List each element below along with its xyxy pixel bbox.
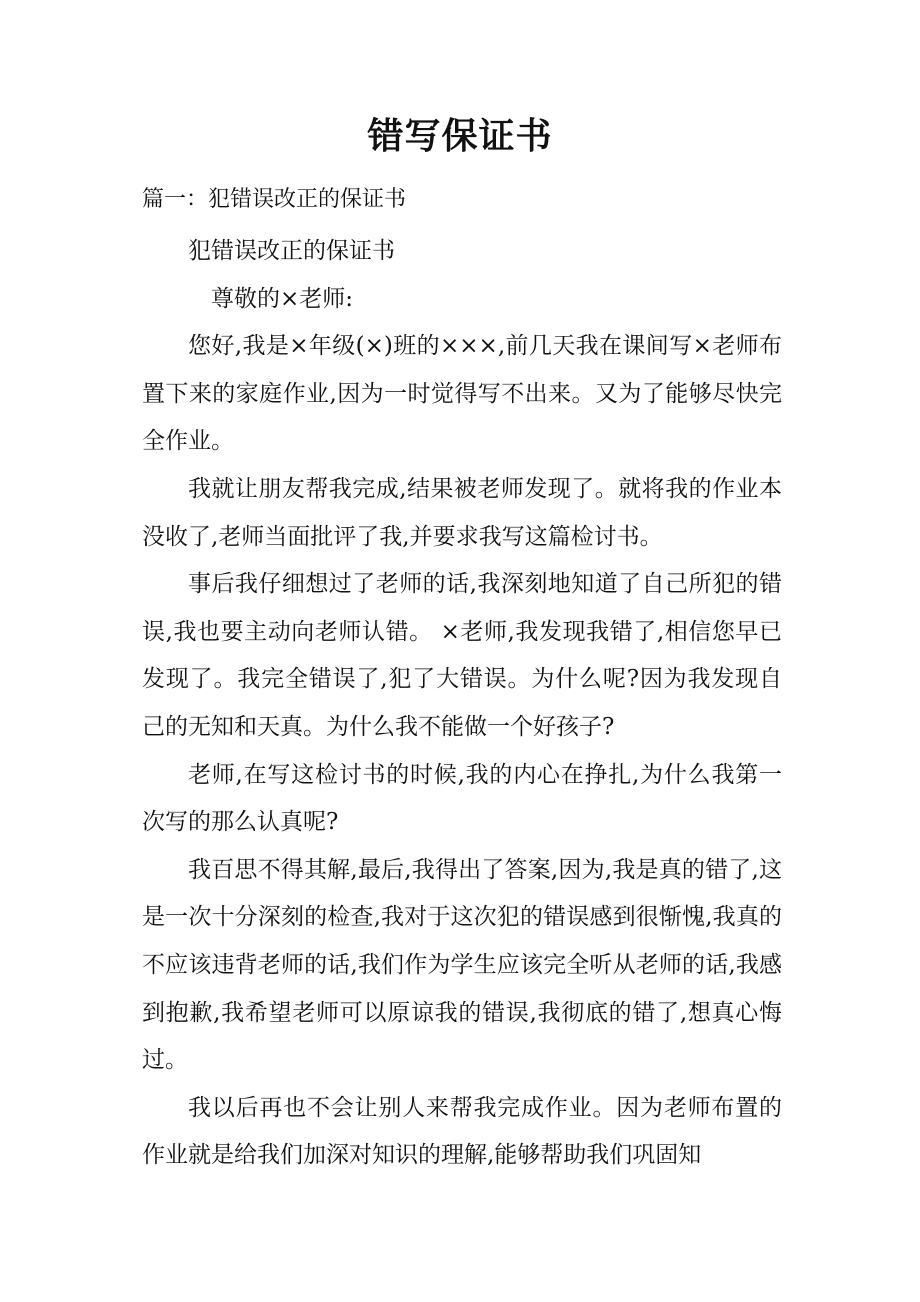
paragraph: 事后我仔细想过了老师的话,我深刻地知道了自己所犯的错误,我也要主动向老师认错。 ×老师,我发现我错了,相信您早已发现了。我完全错误了,犯了大错误。为什么呢?因为我发现自己的无知和天真。为什么我不能做一个好孩子? — [142, 571, 782, 740]
document-body — [142, 228, 782, 1180]
paragraph: 我以后再也不会让别人来帮我完成作业。因为老师布置的作业就是给我们加深对知识的理解,能够帮助我们巩固知 — [142, 1094, 782, 1169]
paragraph: 老师,在写这检讨书的时候,我的内心在挣扎,为什么我第一次写的那么认真呢? — [142, 761, 782, 836]
document-title: 错写保证书 — [367, 115, 553, 157]
salutation: 尊敬的×老师: — [211, 285, 354, 312]
paragraph: 我就让朋友帮我完成,结果被老师发现了。就将我的作业本没收了,老师当面批评了我,并要求我写这篇检讨书。 — [142, 475, 782, 550]
inner-heading: 犯错误改正的保证书 — [188, 238, 395, 264]
section-heading: 篇一：犯错误改正的保证书 — [142, 187, 407, 212]
paragraph: 我百思不得其解,最后,我得出了答案,因为,我是真的错了,这是一次十分深刻的检查,我对于这次犯的错误感到很惭愧,我真的不应该违背老师的话,我们作为学生应该完全听从老师的话,我感到抱歉,我希望老师可以原谅我的错误,我彻底的错了,想真心悔过。 — [142, 856, 782, 1074]
paragraph: 您好,我是×年级(×)班的×××,前几天我在课间写×老师布置下来的家庭作业,因为一时觉得写不出来。又为了能够尽快完全作业。 — [142, 333, 782, 455]
